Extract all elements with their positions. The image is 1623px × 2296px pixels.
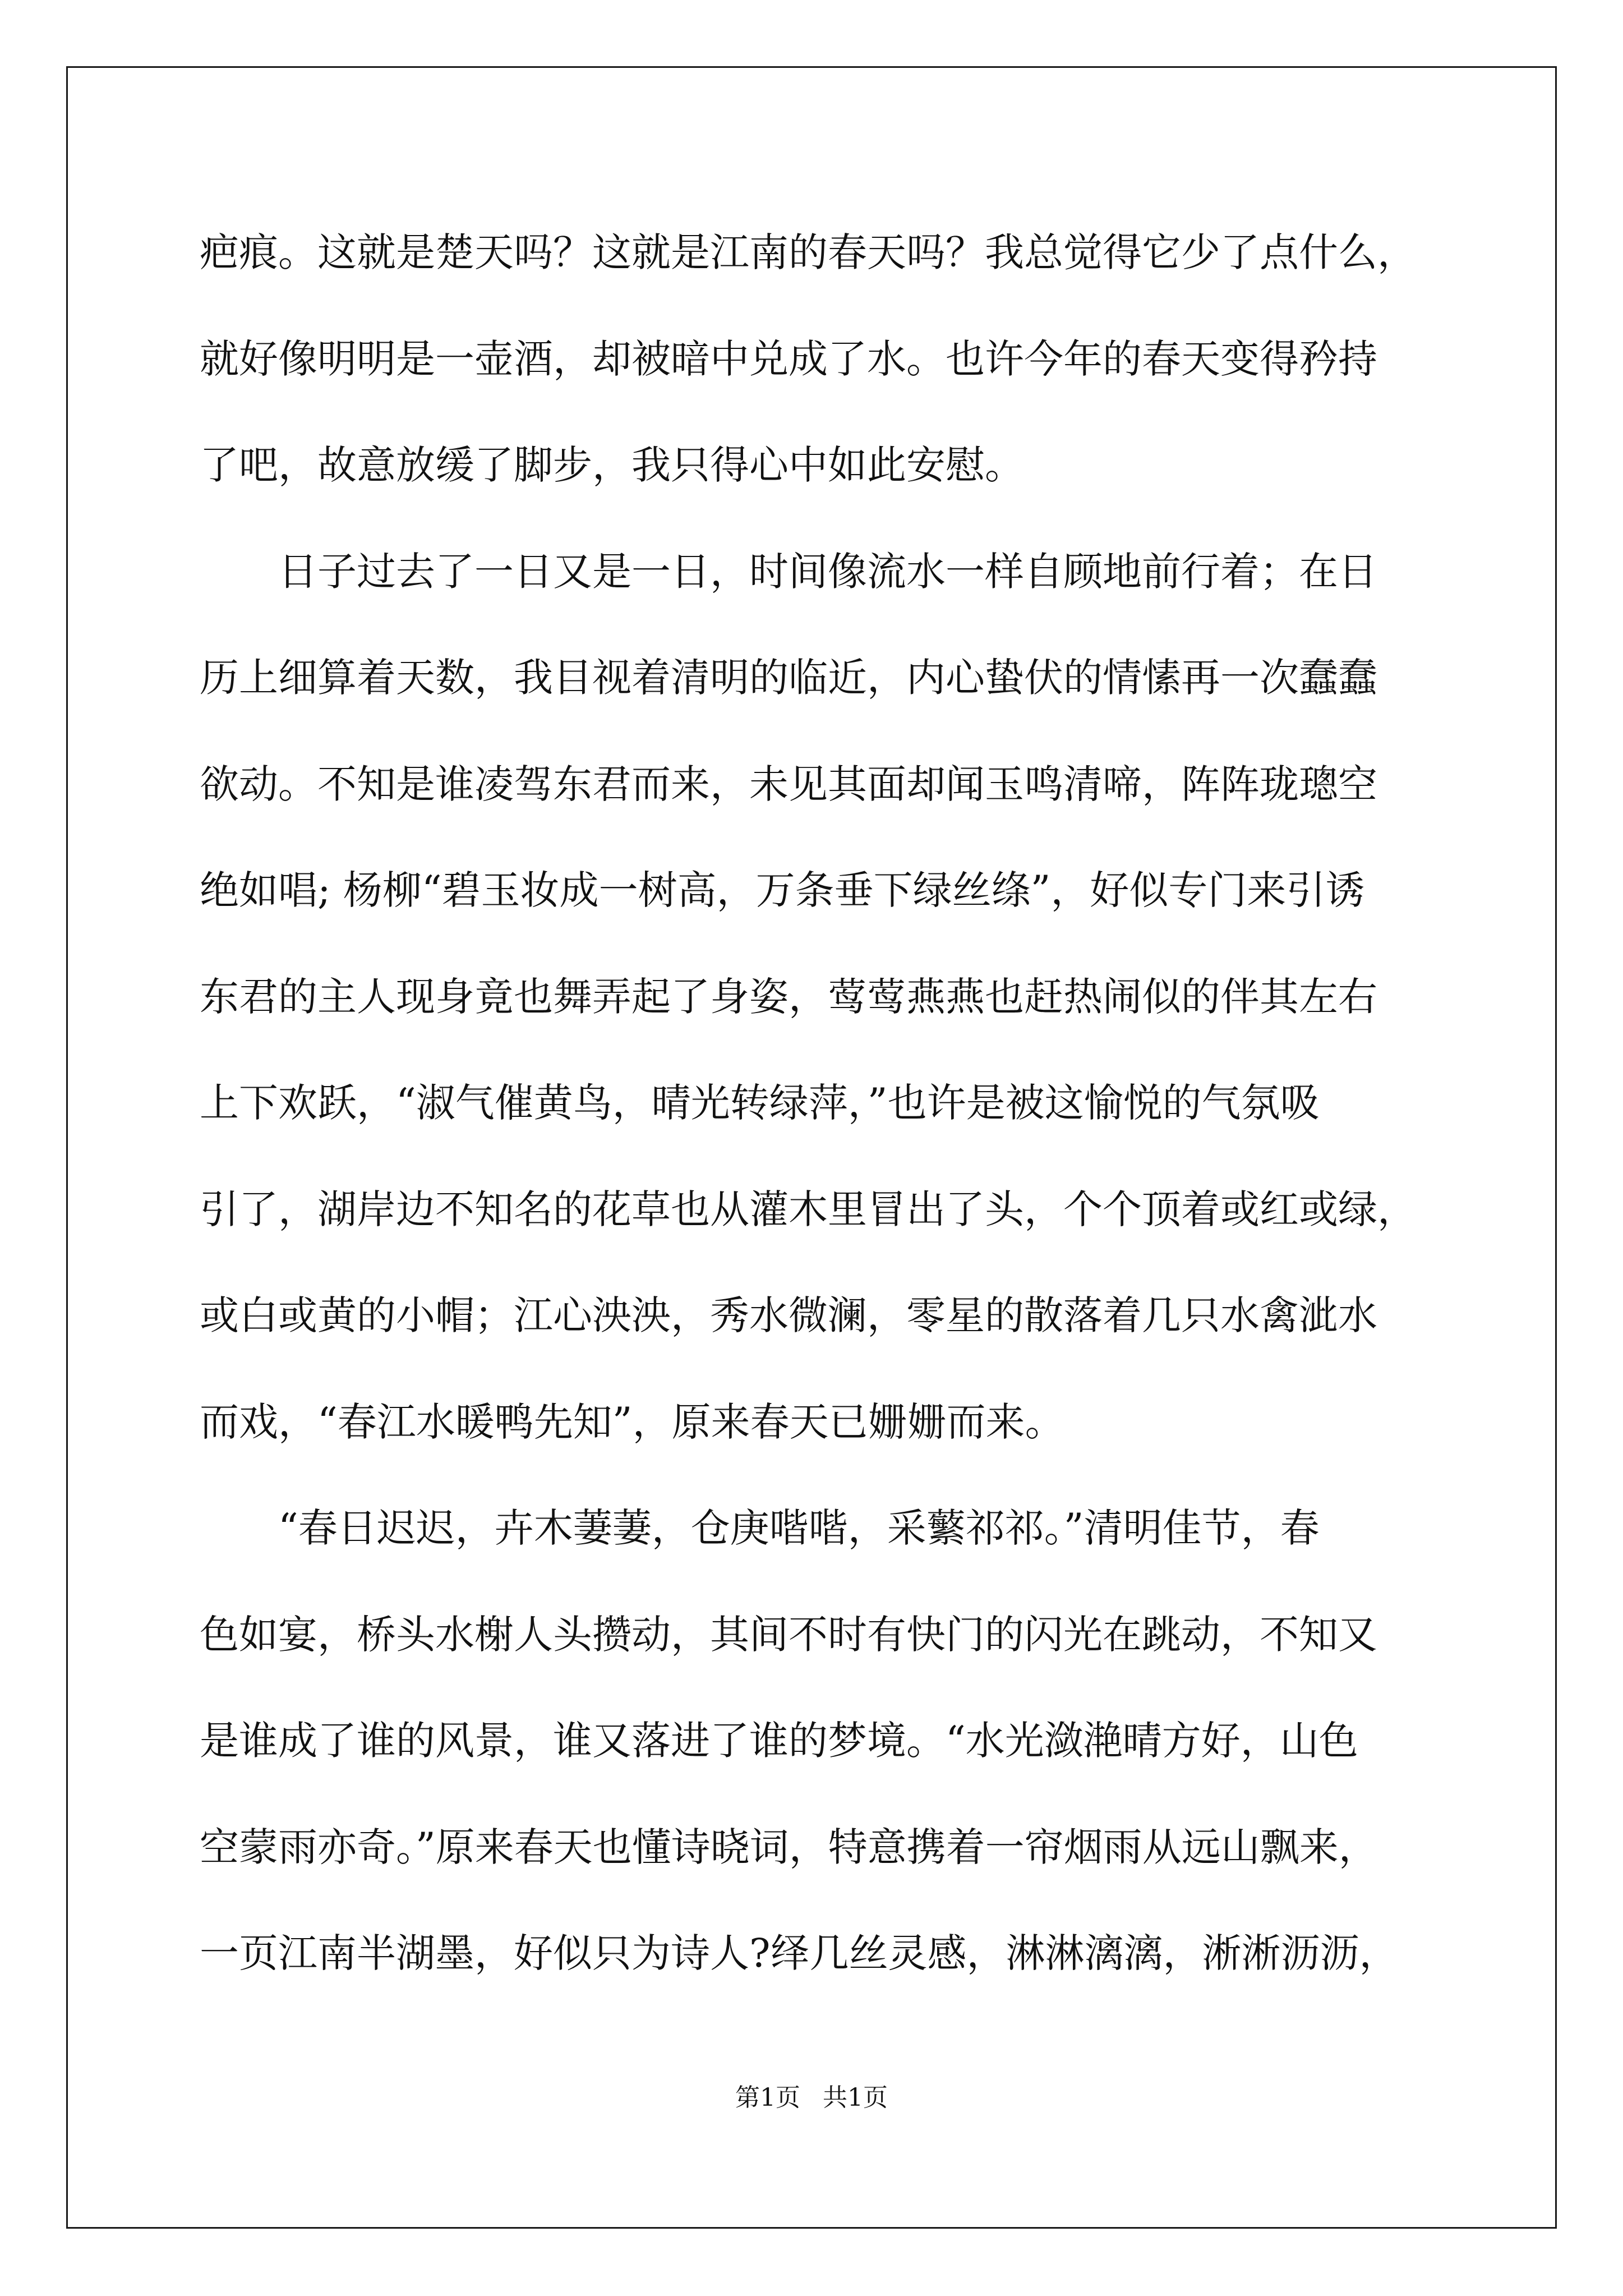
text-line: 就好像明明是一壶酒，却被暗中兑成了水。也许今年的春天变得矜持 <box>200 335 1377 382</box>
text-line: 上下欢跃，“淑气催黄鸟，晴光转绿萍，”也许是被这愉悦的气氛吸 <box>200 1080 1320 1126</box>
text-line: 了吧，故意放缓了脚步，我只得心中如此安慰。 <box>200 442 1024 488</box>
text-line: 疤痕。这就是楚天吗？这就是江南的春天吗？我总觉得它少了点什么， <box>200 229 1417 275</box>
text-line: 而戏，“春江水暖鸭先知”，原来春天已姗姗而来。 <box>200 1398 1064 1445</box>
page-footer <box>0 2081 1623 2115</box>
text-line: 一页江南半湖墨，好似只为诗人?绎几丝灵感，淋淋漓漓，淅淅沥沥， <box>200 1930 1399 1976</box>
text-line: 色如宴，桥头水榭人头攒动，其间不时有快门的闪光在跳动，不知又 <box>200 1611 1377 1658</box>
text-line: 空蒙雨亦奇。”原来春天也懂诗晓词，特意携着一帘烟雨从远山飘来， <box>200 1824 1378 1870</box>
text-line: 欲动。不知是谁凌驾东君而来，未见其面却闻玉鸣清啼，阵阵珑璁空 <box>200 761 1377 807</box>
text-line: 绝如唱; 杨柳“碧玉妆成一树高，万条垂下绿丝绦”，好似专门来引诱 <box>200 867 1365 913</box>
text-line: 东君的主人现身竟也舞弄起了身姿，莺莺燕燕也赶热闹似的伴其左右 <box>200 973 1377 1020</box>
text-line: 或白或黄的小帽；江心泱泱，秀水微澜，零星的散落着几只水禽泚水 <box>200 1292 1377 1338</box>
page-number-total: 共1页 <box>823 2083 888 2112</box>
text-line: 日子过去了一日又是一日，时间像流水一样自顾地前行着；在日 <box>278 548 1377 595</box>
text-line: 引了，湖岸边不知名的花草也从灌木里冒出了头，个个顶着或红或绿， <box>200 1186 1417 1232</box>
text-line: 历上细算着天数，我目视着清明的临近，内心蛰伏的情愫再一次蠢蠢 <box>200 655 1377 701</box>
document-body <box>200 200 1433 2007</box>
text-line: 是谁成了谁的风景，谁又落进了谁的梦境。“水光潋滟晴方好，山色 <box>200 1718 1358 1764</box>
page-number-current: 第1页 <box>735 2083 800 2112</box>
text-line: “春日迟迟，卉木萋萋，仓庚喈喈，采蘩祁祁。”清明佳节，春 <box>278 1505 1320 1551</box>
